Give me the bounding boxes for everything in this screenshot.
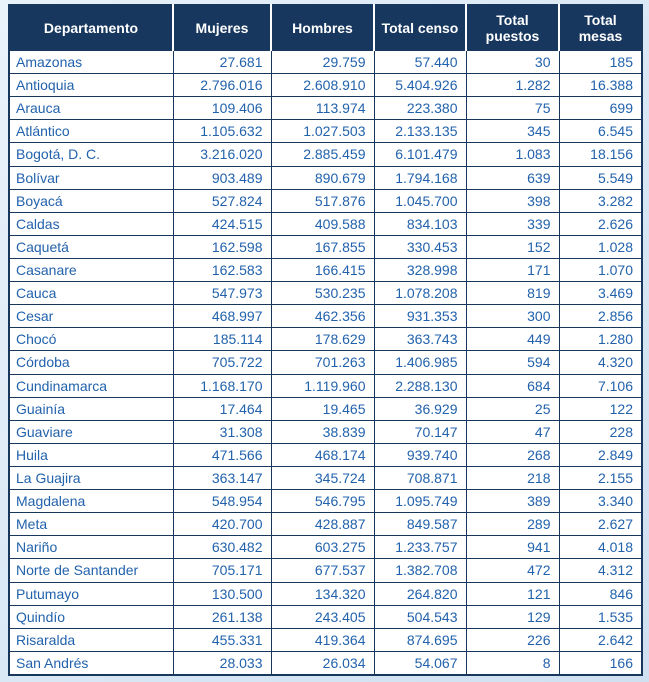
cell-departamento: Guainía	[9, 397, 173, 420]
table-row	[9, 397, 642, 420]
cell-total-puestos: 8	[466, 651, 559, 675]
cell-total-puestos: 389	[466, 490, 559, 513]
cell-total-censo: 1.406.985	[374, 351, 466, 374]
table-row	[9, 143, 642, 166]
cell-departamento: Norte de Santander	[9, 559, 173, 582]
cell-mujeres: 468.997	[173, 305, 271, 328]
cell-total-puestos: 47	[466, 420, 559, 443]
cell-hombres: 178.629	[271, 328, 374, 351]
cell-departamento: Chocó	[9, 328, 173, 351]
cell-total-censo: 708.871	[374, 466, 466, 489]
cell-total-puestos: 941	[466, 536, 559, 559]
cell-mujeres: 471.566	[173, 443, 271, 466]
cell-mujeres: 17.464	[173, 397, 271, 420]
cell-total-mesas: 4.018	[559, 536, 642, 559]
column-header-total-mesas: Total mesas	[559, 5, 642, 51]
cell-total-puestos: 226	[466, 628, 559, 651]
census-table-container	[8, 4, 643, 676]
cell-total-puestos: 289	[466, 513, 559, 536]
cell-mujeres: 705.171	[173, 559, 271, 582]
cell-total-censo: 70.147	[374, 420, 466, 443]
table-row	[9, 120, 642, 143]
cell-total-censo: 1.233.757	[374, 536, 466, 559]
cell-total-censo: 2.288.130	[374, 374, 466, 397]
cell-total-censo: 1.045.700	[374, 189, 466, 212]
table-row	[9, 189, 642, 212]
cell-total-mesas: 3.469	[559, 282, 642, 305]
cell-departamento: Bolívar	[9, 166, 173, 189]
cell-hombres: 19.465	[271, 397, 374, 420]
cell-total-puestos: 449	[466, 328, 559, 351]
table-row	[9, 374, 642, 397]
cell-departamento: La Guajira	[9, 466, 173, 489]
cell-total-puestos: 819	[466, 282, 559, 305]
cell-mujeres: 424.515	[173, 212, 271, 235]
cell-mujeres: 31.308	[173, 420, 271, 443]
cell-mujeres: 420.700	[173, 513, 271, 536]
cell-total-censo: 223.380	[374, 97, 466, 120]
cell-total-mesas: 1.070	[559, 258, 642, 281]
cell-departamento: Atlántico	[9, 120, 173, 143]
cell-departamento: Amazonas	[9, 51, 173, 74]
cell-total-mesas: 3.282	[559, 189, 642, 212]
cell-hombres: 428.887	[271, 513, 374, 536]
cell-total-puestos: 268	[466, 443, 559, 466]
cell-total-censo: 2.133.135	[374, 120, 466, 143]
cell-total-censo: 54.067	[374, 651, 466, 675]
cell-departamento: Arauca	[9, 97, 173, 120]
cell-total-mesas: 7.106	[559, 374, 642, 397]
cell-hombres: 345.724	[271, 466, 374, 489]
cell-departamento: Magdalena	[9, 490, 173, 513]
cell-total-censo: 939.740	[374, 443, 466, 466]
cell-departamento: Quindío	[9, 605, 173, 628]
table-row	[9, 282, 642, 305]
table-row	[9, 513, 642, 536]
cell-total-mesas: 2.642	[559, 628, 642, 651]
table-row	[9, 628, 642, 651]
cell-departamento: Guaviare	[9, 420, 173, 443]
cell-hombres: 603.275	[271, 536, 374, 559]
cell-mujeres: 705.722	[173, 351, 271, 374]
cell-departamento: Bogotá, D. C.	[9, 143, 173, 166]
cell-mujeres: 527.824	[173, 189, 271, 212]
cell-total-censo: 6.101.479	[374, 143, 466, 166]
cell-total-puestos: 75	[466, 97, 559, 120]
table-body	[9, 51, 642, 676]
cell-total-puestos: 639	[466, 166, 559, 189]
cell-total-mesas: 3.340	[559, 490, 642, 513]
cell-total-censo: 328.998	[374, 258, 466, 281]
cell-total-mesas: 2.155	[559, 466, 642, 489]
cell-mujeres: 363.147	[173, 466, 271, 489]
cell-total-censo: 931.353	[374, 305, 466, 328]
cell-total-puestos: 152	[466, 235, 559, 258]
cell-total-puestos: 398	[466, 189, 559, 212]
cell-total-censo: 834.103	[374, 212, 466, 235]
cell-total-mesas: 2.856	[559, 305, 642, 328]
cell-hombres: 530.235	[271, 282, 374, 305]
cell-total-censo: 849.587	[374, 513, 466, 536]
table-row	[9, 351, 642, 374]
cell-mujeres: 28.033	[173, 651, 271, 675]
cell-total-puestos: 129	[466, 605, 559, 628]
cell-departamento: Huila	[9, 443, 173, 466]
table-row	[9, 559, 642, 582]
cell-hombres: 166.415	[271, 258, 374, 281]
table-row	[9, 166, 642, 189]
cell-total-mesas: 6.545	[559, 120, 642, 143]
table-row	[9, 536, 642, 559]
cell-total-mesas: 1.028	[559, 235, 642, 258]
table-header	[9, 5, 642, 51]
cell-mujeres: 130.500	[173, 582, 271, 605]
cell-hombres: 38.839	[271, 420, 374, 443]
cell-total-puestos: 300	[466, 305, 559, 328]
cell-total-puestos: 1.083	[466, 143, 559, 166]
cell-total-puestos: 1.282	[466, 74, 559, 97]
cell-total-censo: 5.404.926	[374, 74, 466, 97]
cell-total-censo: 330.453	[374, 235, 466, 258]
cell-mujeres: 548.954	[173, 490, 271, 513]
cell-total-mesas: 2.626	[559, 212, 642, 235]
cell-mujeres: 162.583	[173, 258, 271, 281]
cell-total-mesas: 185	[559, 51, 642, 74]
cell-hombres: 468.174	[271, 443, 374, 466]
cell-total-mesas: 16.388	[559, 74, 642, 97]
table-row	[9, 466, 642, 489]
cell-departamento: San Andrés	[9, 651, 173, 675]
cell-mujeres: 261.138	[173, 605, 271, 628]
cell-total-puestos: 121	[466, 582, 559, 605]
cell-departamento: Boyacá	[9, 189, 173, 212]
cell-mujeres: 27.681	[173, 51, 271, 74]
cell-mujeres: 903.489	[173, 166, 271, 189]
cell-hombres: 113.974	[271, 97, 374, 120]
cell-hombres: 1.027.503	[271, 120, 374, 143]
cell-departamento: Cundinamarca	[9, 374, 173, 397]
cell-total-mesas: 4.320	[559, 351, 642, 374]
cell-total-censo: 1.382.708	[374, 559, 466, 582]
cell-mujeres: 185.114	[173, 328, 271, 351]
table-row	[9, 328, 642, 351]
cell-total-puestos: 171	[466, 258, 559, 281]
cell-departamento: Casanare	[9, 258, 173, 281]
cell-total-censo: 1.095.749	[374, 490, 466, 513]
cell-hombres: 419.364	[271, 628, 374, 651]
cell-total-censo: 363.743	[374, 328, 466, 351]
cell-total-mesas: 2.627	[559, 513, 642, 536]
cell-mujeres: 3.216.020	[173, 143, 271, 166]
cell-total-mesas: 122	[559, 397, 642, 420]
cell-departamento: Caquetá	[9, 235, 173, 258]
column-header-total-censo: Total censo	[374, 5, 466, 51]
cell-hombres: 134.320	[271, 582, 374, 605]
cell-departamento: Meta	[9, 513, 173, 536]
census-table	[8, 4, 643, 676]
column-header-departamento: Departamento	[9, 5, 173, 51]
cell-total-puestos: 684	[466, 374, 559, 397]
table-row	[9, 212, 642, 235]
cell-total-censo: 264.820	[374, 582, 466, 605]
cell-total-censo: 1.078.208	[374, 282, 466, 305]
cell-mujeres: 455.331	[173, 628, 271, 651]
cell-total-censo: 874.695	[374, 628, 466, 651]
cell-departamento: Putumayo	[9, 582, 173, 605]
cell-mujeres: 547.973	[173, 282, 271, 305]
cell-mujeres: 1.105.632	[173, 120, 271, 143]
table-row	[9, 420, 642, 443]
cell-hombres: 29.759	[271, 51, 374, 74]
cell-total-mesas: 5.549	[559, 166, 642, 189]
table-row	[9, 51, 642, 74]
cell-hombres: 462.356	[271, 305, 374, 328]
cell-departamento: Cesar	[9, 305, 173, 328]
table-row	[9, 305, 642, 328]
cell-total-censo: 36.929	[374, 397, 466, 420]
cell-mujeres: 1.168.170	[173, 374, 271, 397]
cell-departamento: Córdoba	[9, 351, 173, 374]
cell-total-mesas: 1.535	[559, 605, 642, 628]
cell-hombres: 890.679	[271, 166, 374, 189]
cell-mujeres: 2.796.016	[173, 74, 271, 97]
column-header-total-puestos: Total puestos	[466, 5, 559, 51]
cell-departamento: Cauca	[9, 282, 173, 305]
cell-total-mesas: 18.156	[559, 143, 642, 166]
cell-departamento: Caldas	[9, 212, 173, 235]
cell-total-censo: 57.440	[374, 51, 466, 74]
table-row	[9, 605, 642, 628]
header-row	[9, 5, 642, 51]
table-row	[9, 490, 642, 513]
cell-total-mesas: 2.849	[559, 443, 642, 466]
table-row	[9, 258, 642, 281]
cell-mujeres: 162.598	[173, 235, 271, 258]
cell-mujeres: 109.406	[173, 97, 271, 120]
cell-hombres: 2.608.910	[271, 74, 374, 97]
cell-total-puestos: 339	[466, 212, 559, 235]
cell-hombres: 677.537	[271, 559, 374, 582]
cell-departamento: Nariño	[9, 536, 173, 559]
cell-hombres: 26.034	[271, 651, 374, 675]
cell-hombres: 517.876	[271, 189, 374, 212]
table-row	[9, 443, 642, 466]
cell-total-puestos: 594	[466, 351, 559, 374]
cell-total-mesas: 1.280	[559, 328, 642, 351]
cell-departamento: Antioquia	[9, 74, 173, 97]
cell-hombres: 546.795	[271, 490, 374, 513]
cell-hombres: 243.405	[271, 605, 374, 628]
cell-total-puestos: 345	[466, 120, 559, 143]
cell-total-mesas: 699	[559, 97, 642, 120]
cell-hombres: 1.119.960	[271, 374, 374, 397]
table-row	[9, 582, 642, 605]
cell-total-censo: 1.794.168	[374, 166, 466, 189]
cell-total-censo: 504.543	[374, 605, 466, 628]
cell-mujeres: 630.482	[173, 536, 271, 559]
cell-hombres: 2.885.459	[271, 143, 374, 166]
cell-total-puestos: 30	[466, 51, 559, 74]
table-row	[9, 235, 642, 258]
cell-hombres: 409.588	[271, 212, 374, 235]
table-row	[9, 97, 642, 120]
cell-total-mesas: 846	[559, 582, 642, 605]
cell-total-mesas: 228	[559, 420, 642, 443]
cell-total-mesas: 166	[559, 651, 642, 675]
column-header-hombres: Hombres	[271, 5, 374, 51]
table-row	[9, 74, 642, 97]
cell-departamento: Risaralda	[9, 628, 173, 651]
cell-total-puestos: 25	[466, 397, 559, 420]
cell-total-mesas: 4.312	[559, 559, 642, 582]
table-row	[9, 651, 642, 675]
column-header-mujeres: Mujeres	[173, 5, 271, 51]
cell-total-puestos: 218	[466, 466, 559, 489]
cell-hombres: 701.263	[271, 351, 374, 374]
cell-total-puestos: 472	[466, 559, 559, 582]
cell-hombres: 167.855	[271, 235, 374, 258]
